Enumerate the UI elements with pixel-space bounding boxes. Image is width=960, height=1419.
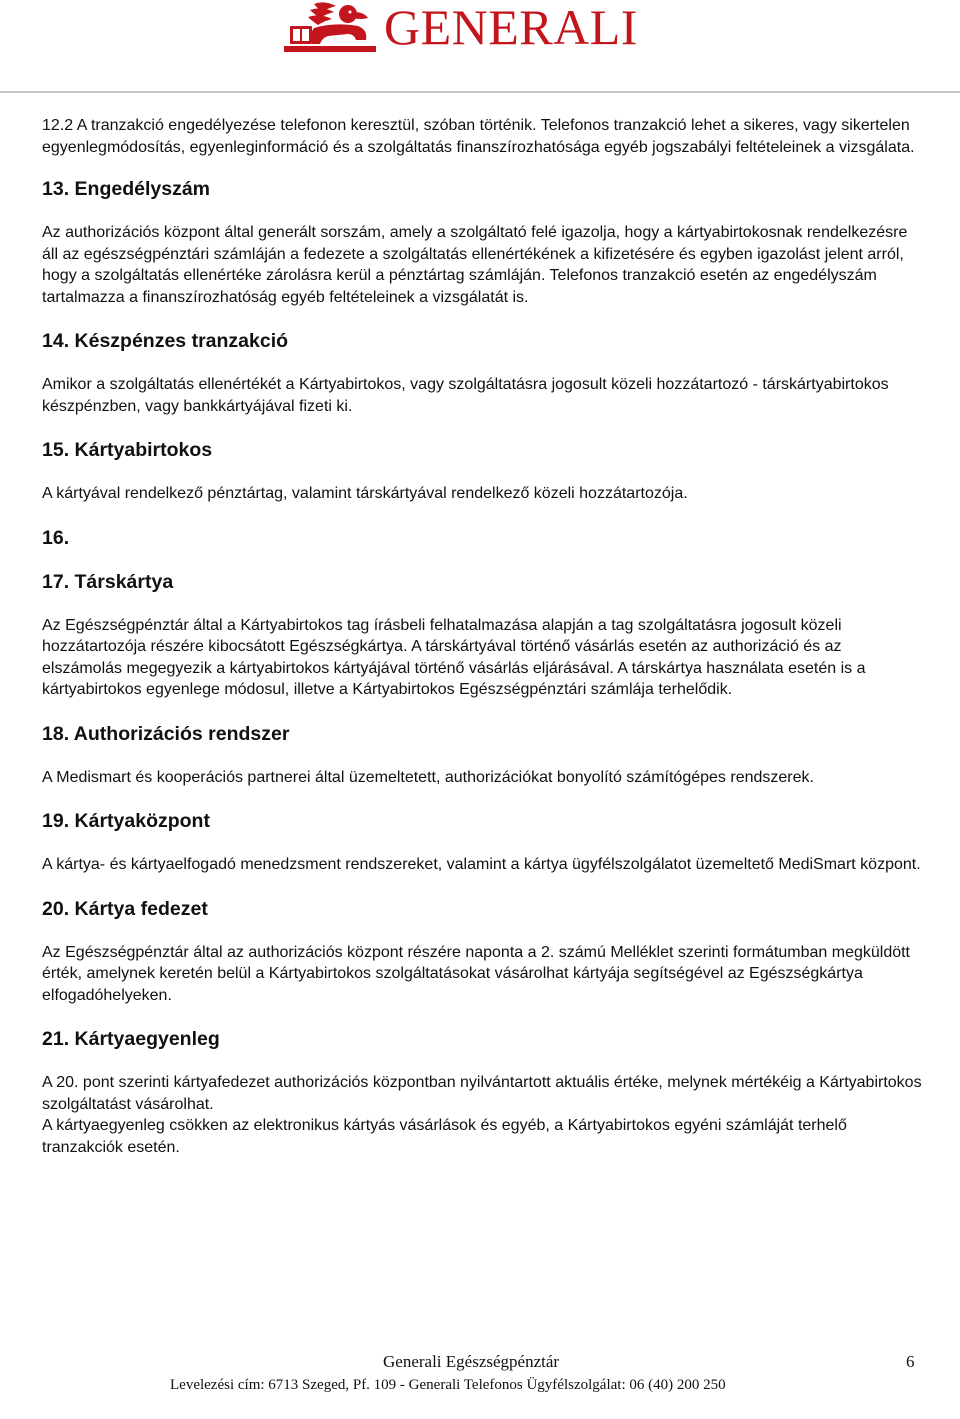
section-title: 13. Engedélyszám	[42, 178, 210, 200]
section-paragraph: A kártya- és kártyaelfogadó menedzsment rendszereket, valamint a kártya ügyfélszolgálatot üzemeltető MediSmart központ.	[42, 856, 921, 873]
section-title: 17. Társkártya	[42, 570, 174, 593]
footer-organization: Generali Egészségpénztár	[383, 1352, 560, 1371]
section-paragraph: Az authorizációs központ által generált sorszám, amely a szolgáltató felé igazolja, hogy a kártyabirtokosnak rendelkezésre áll az egészségpénztári számláján a fedezete a szolgáltatás ellenértékének a kifizetésére és egyben igazolást jelent arról, hogy a szolgáltatás ellenértéke zárolásra kerül a pénztártag számláján. Telefonos tranzakció esetén az engedélyszám tartalmazza a finanszírozhatóság egyéb feltételeinek a vizsgálatát is.	[42, 224, 908, 306]
brand-wordmark: GENERALI	[384, 0, 638, 55]
page-number: 6	[906, 1352, 915, 1371]
section-paragraph: A Medismart és kooperációs partnerei által üzemeltetett, authorizációkat bonyolító számítógépes rendszerek.	[42, 768, 814, 786]
section-title: 18. Authorizációs rendszer	[42, 722, 290, 745]
section-paragraph: Az Egészségpénztár által az authorizációs központ részére naponta a 2. számú Melléklet szerinti formátumban megküldött érték, amelynek keretén belül a Kártyabirtokos szolgáltatásokat vásárolhat kártyája segítségével az Egészségkártya elfogadóhelyeken.	[42, 943, 910, 1004]
section-title: 19. Kártyaközpont	[42, 810, 210, 832]
section-title: 14. Készpénzes tranzakció	[42, 330, 289, 352]
section-paragraph: A 20. pont szerinti kártyafedezet authorizációs központban nyilvántartott aktuális értéke, melynek mértékéig a Kártyabirtokos szolgáltatást vásárolhat.	[42, 1074, 922, 1113]
footer-address: Levelezési cím: 6713 Szeged, Pf. 109 - Generali Telefonos Ügyfélszolgálat: 06 (40) 200 250	[170, 1377, 726, 1393]
page-header	[0, 0, 960, 93]
section-paragraph: Az Egészségpénztár által a Kártyabirtokos tag írásbeli felhatalmazása alapján a tag szolgáltatásra jogosult közeli hozzátartozója részére kibocsátott Egészségkártya. A társkártyával történő vásárlás esetén az authorizáció és az elszámolás megegyezik a kártyabirtokos kártyájával történő vásárlás eljárásával. A társkártya használata esetén is a kártyabirtokos egyenlege módosul, illetve a Kártyabirtokos Egészségpénztári számlája terhelődik.	[42, 616, 866, 698]
definition-sections	[42, 176, 922, 1158]
section-paragraph: A kártyaegyenleg csökken az elektronikus kártyás vásárlások és egyéb, a Kártyabirtokos egyéni számláját terhelő tranzakciók esetén.	[42, 1117, 847, 1156]
intro-paragraph: 12.2 A tranzakció engedélyezése telefonon keresztül, szóban történik. Telefonos tranzakció lehet a sikeres, vagy sikertelen egyenlegmódosítás, egyenleginformáció és a szolgáltatás finanszírozhatósága egyéb jogszabályi feltételeinek a vizsgálata.	[42, 117, 915, 156]
lion-icon	[284, 0, 376, 54]
document-body	[42, 115, 922, 1178]
section-title: 16.	[42, 526, 70, 549]
section-paragraph: A kártyával rendelkező pénztártag, valamint társkártyával rendelkező közeli hozzátartozója.	[42, 485, 688, 502]
header-divider	[0, 91, 960, 93]
section-paragraph: Amikor a szolgáltatás ellenértékét a Kártyabirtokos, vagy szolgáltatásra jogosult közeli hozzátartozó - társkártyabirtokos készpénzben, vagy bankkártyájával fizeti ki.	[42, 376, 889, 415]
section-title: 15. Kártyabirtokos	[42, 439, 213, 461]
section-title: 20. Kártya fedezet	[42, 897, 208, 920]
generali-logo	[284, 0, 676, 56]
section-title: 21. Kártyaegyenleg	[42, 1028, 220, 1050]
